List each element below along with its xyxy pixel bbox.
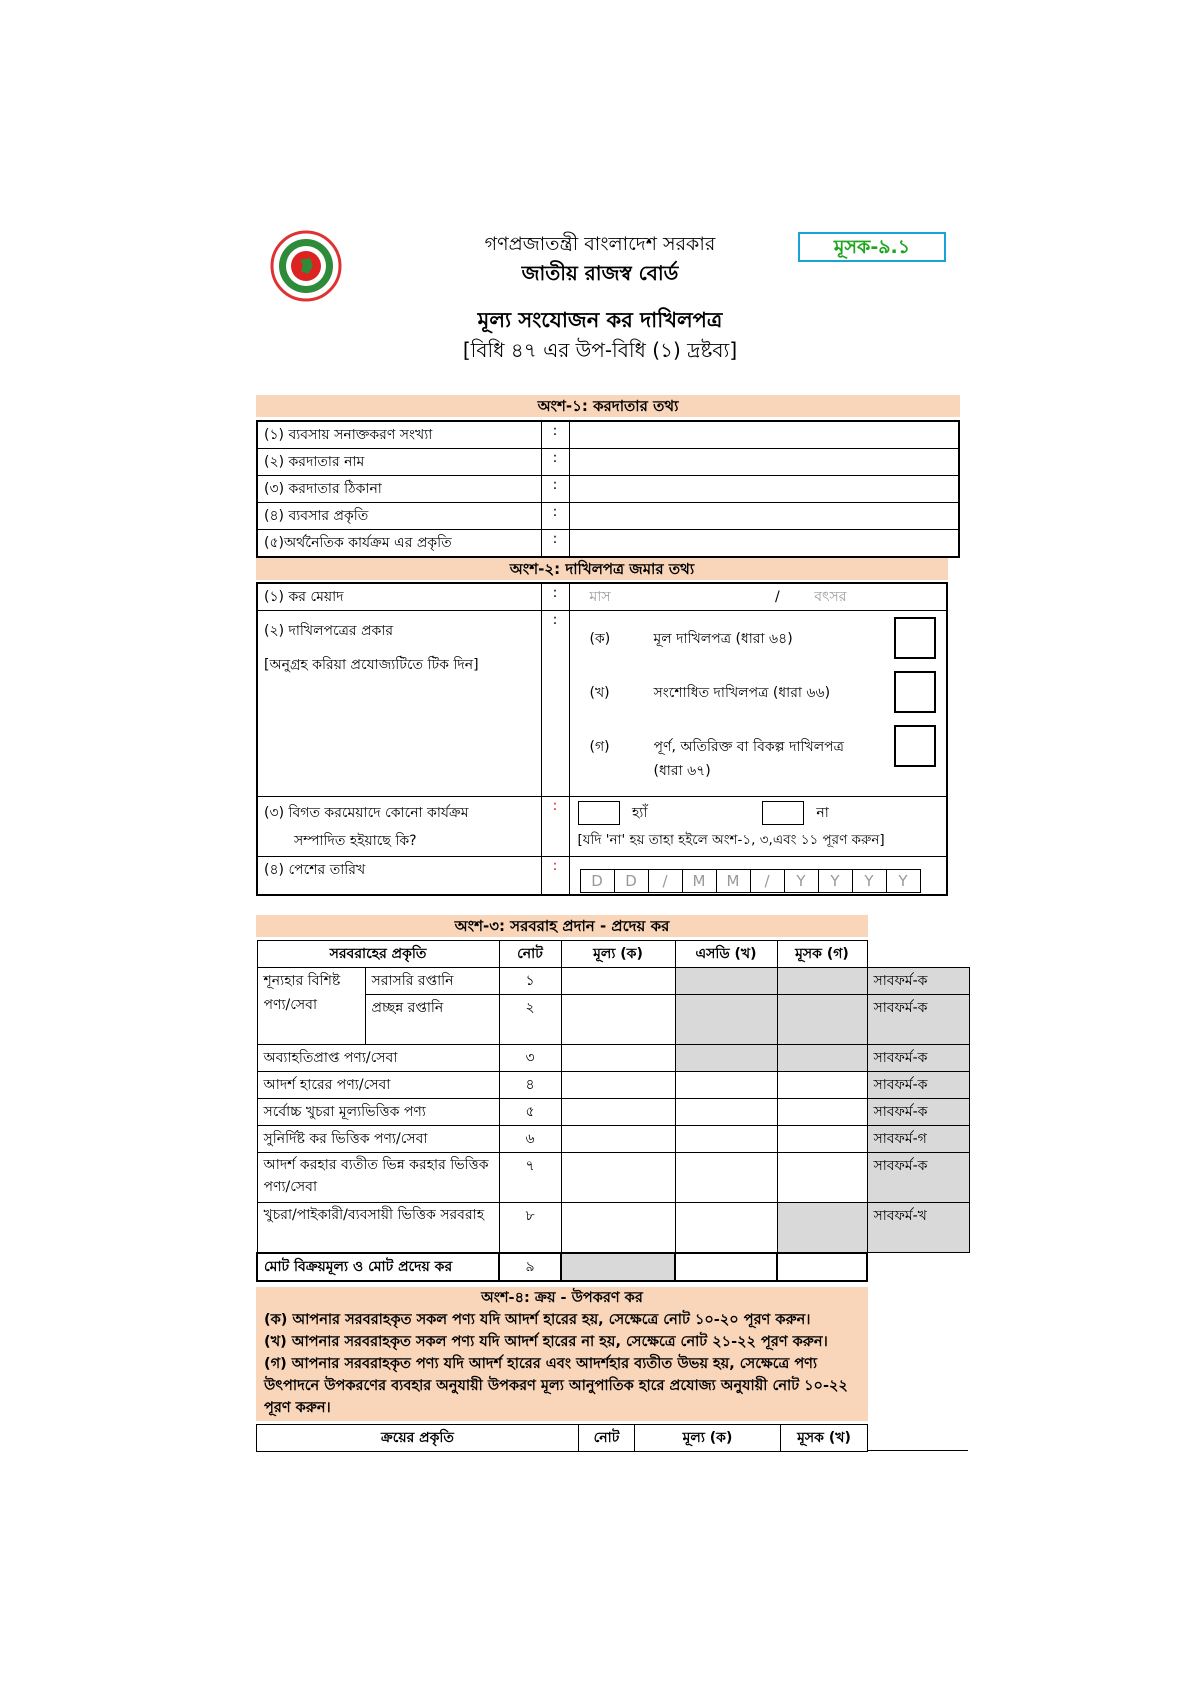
activity-question: (৩) বিগত করমেয়াদে কোনো কার্যক্রম <box>264 805 469 821</box>
part1-row: (৩) করদাতার ঠিকানা : <box>257 476 959 503</box>
table-row: খুচরা/পাইকারী/ব্যবসায়ী ভিত্তিক সরবরাহ ৮ সাবফর্ম-খ <box>257 1203 969 1253</box>
value-field[interactable] <box>561 1099 675 1126</box>
table-row: আদর্শ হারের পণ্য/সেবা ৪ সাবফর্ম-ক <box>257 1072 969 1099</box>
part1-label: (৩) করদাতার ঠিকানা <box>257 476 541 503</box>
vat-field[interactable] <box>777 1072 867 1099</box>
no-label: না <box>816 805 829 821</box>
value-field[interactable] <box>561 995 675 1045</box>
value-field[interactable] <box>561 1072 675 1099</box>
table-row: আদর্শ করহার ব্যতীত ভিন্ন করহার ভিত্তিক পণ্য/সেবা ৭ সাবফর্ম-ক <box>257 1153 969 1203</box>
tax-period-label: (১) কর মেয়াদ <box>257 583 541 611</box>
part1-value-field[interactable] <box>569 503 959 530</box>
subform-link[interactable]: সাবফর্ম-গ <box>867 1126 969 1153</box>
subform-link[interactable]: সাবফর্ম-ক <box>867 1045 969 1072</box>
sd-field[interactable] <box>675 1203 777 1253</box>
return-type-option: (গ) পূর্ণ, অতিরিক্ত বা বিকল্প দাখিলপত্র (ধারা ৬৭) <box>578 723 939 785</box>
part4-instruction: (খ) আপনার সরবরাহকৃত সকল পণ্য যদি আদর্শ হারের না হয়, সেক্ষেত্রে নোট ২১-২২ পূরণ করুন। <box>264 1334 828 1350</box>
subform-link[interactable]: সাবফর্ম-ক <box>867 1099 969 1126</box>
part1-row: (২) করদাতার নাম : <box>257 449 959 476</box>
return-type-hint: [অনুগ্রহ করিয়া প্রযোজ্যটিতে টিক দিন] <box>264 657 479 673</box>
col-vat: মূসক (খ) <box>781 1425 868 1452</box>
total-label: মোট বিক্রয়মূল্য ও মোট প্রদেয় কর <box>257 1253 499 1281</box>
table-row: সুনির্দিষ্ট কর ভিত্তিক পণ্য/সেবা ৬ সাবফর্ম-গ <box>257 1126 969 1153</box>
part4-table <box>256 1424 868 1452</box>
month-placeholder: মাস <box>589 589 611 605</box>
part1-heading: অংশ-১: করদাতার তথ্য <box>256 395 960 417</box>
part1-label: (১) ব্যবসায় সনাক্তকরণ সংখ্যা <box>257 421 541 449</box>
activity-note: [যদি 'না' হয় তাহা হইলে অংশ-১, ৩,এবং ১১ পূরণ করুন] <box>577 832 885 848</box>
full-additional-return-checkbox[interactable] <box>894 725 936 767</box>
col-note: নোট <box>579 1425 635 1452</box>
part4-heading: অংশ-৪: ক্রয় - উপকরণ কর <box>481 1290 643 1306</box>
part2-table: (১) কর মেয়াদ : মাস / বৎসর (২) দাখিলপত্রের প্রকার [অনুগ্রহ করিয়া প্রযোজ্যটিতে টিক দিন] : (ক) মূল দাখিলপত্র (ধারা ৬৪) (খ) সংশোধিত দাখিলপত্র (ধারা ৬৬) (গ) পূর্ণ, অতিরিক্ত বা বিকল্প দাখিলপত্র (ধারা ৬৭) (৩) বিগত করমেয়াদে কোনো কার্যক্রম সম্পাদিত হইয়াছে কি? : হ্যাঁ না [যদি 'না' হয় তাহা হইলে অংশ-১, ৩,এবং ১১ পূরণ করুন] (৪) পেশের তারিখ : D D / M M / Y Y Y Y <box>256 582 948 896</box>
part1-row: (১) ব্যবসায় সনাক্তকরণ সংখ্যা : <box>257 421 959 449</box>
sd-field[interactable] <box>675 1153 777 1203</box>
col-value: মূল্য (ক) <box>561 941 675 968</box>
table-row: প্রচ্ছন্ন রপ্তানি ২ সাবফর্ম-ক <box>257 995 969 1045</box>
divider <box>868 1450 968 1451</box>
submission-date-field[interactable]: D D / M M / Y Y Y Y <box>569 857 947 895</box>
col-value: মূল্য (ক) <box>635 1425 781 1452</box>
return-type-option: (ক) মূল দাখিলপত্র (ধারা ৬৪) <box>578 615 939 669</box>
government-name: গণপ্রজাতন্ত্রী বাংলাদেশ সরকার <box>484 233 716 255</box>
part2-heading: অংশ-২: দাখিলপত্র জমার তথ্য <box>256 558 948 580</box>
part1-row: (৪) ব্যবসার প্রকৃতি : <box>257 503 959 530</box>
subform-link[interactable]: সাবফর্ম-ক <box>867 995 969 1045</box>
vat-field[interactable] <box>777 1126 867 1153</box>
submission-date-label: (৪) পেশের তারিখ <box>257 857 541 895</box>
table-row: অব্যাহতিপ্রাপ্ত পণ্য/সেবা ৩ সাবফর্ম-ক <box>257 1045 969 1072</box>
vat-field[interactable] <box>777 1153 867 1203</box>
subform-link[interactable]: সাবফর্ম-ক <box>867 968 969 995</box>
part1-value-field[interactable] <box>569 476 959 503</box>
sd-field[interactable] <box>675 1126 777 1153</box>
part1-value-field[interactable] <box>569 421 959 449</box>
page-subtitle: [বিধি ৪৭ এর উপ-বিধি (১) দ্রষ্টব্য] <box>462 338 738 362</box>
page-title: মূল্য সংযোজন কর দাখিলপত্র <box>477 308 723 332</box>
table-row: শূন্যহার বিশিষ্ট পণ্য/সেবা সরাসরি রপ্তানি ১ সাবফর্ম-ক <box>257 968 969 995</box>
value-field[interactable] <box>561 1153 675 1203</box>
col-supply-nature: সরবরাহের প্রকৃতি <box>257 941 499 968</box>
col-note: নোট <box>499 941 561 968</box>
board-name: জাতীয় রাজস্ব বোর্ড <box>521 261 679 285</box>
activity-yes-checkbox[interactable] <box>578 801 620 825</box>
col-sd: এসডি (খ) <box>675 941 777 968</box>
subform-link[interactable]: সাবফর্ম-ক <box>867 1153 969 1203</box>
subform-link[interactable]: সাবফর্ম-খ <box>867 1203 969 1253</box>
part3-table <box>256 940 970 1282</box>
part1-label: (৫)অর্থনৈতিক কার্যক্রম এর প্রকৃতি <box>257 530 541 558</box>
part1-label: (২) করদাতার নাম <box>257 449 541 476</box>
activity-no-checkbox[interactable] <box>762 801 804 825</box>
col-vat: মূসক (গ) <box>777 941 867 968</box>
total-sd-field[interactable] <box>675 1253 777 1281</box>
part4-instruction: (গ) আপনার সরবরাহকৃত পণ্য যদি আদর্শ হারের এবং আদর্শহার ব্যতীত উভয় হয়, সেক্ষেত্রে পণ্য উৎপাদনে উপকরণের ব্যবহার অনুযায়ী উপকরণ মূল্য আনুপাতিক হারে প্রযোজ্য অনুযায়ী নোট ১০-২২ পূরণ করুন। <box>264 1356 848 1416</box>
part3-heading: অংশ-৩: সরবরাহ প্রদান - প্রদেয় কর <box>256 915 868 937</box>
sd-field[interactable] <box>675 1072 777 1099</box>
total-row: মোট বিক্রয়মূল্য ও মোট প্রদেয় কর ৯ <box>257 1253 969 1281</box>
part1-value-field[interactable] <box>569 530 959 558</box>
part1-table <box>256 420 960 558</box>
part4-box <box>256 1287 868 1421</box>
return-type-label: (২) দাখিলপত্রের প্রকার <box>264 623 394 639</box>
value-field[interactable] <box>561 968 675 995</box>
table-row: সর্বোচ্চ খুচরা মূল্যভিত্তিক পণ্য ৫ সাবফর্ম-ক <box>257 1099 969 1126</box>
amended-return-checkbox[interactable] <box>894 671 936 713</box>
value-field[interactable] <box>561 1203 675 1253</box>
return-type-option: (খ) সংশোধিত দাখিলপত্র (ধারা ৬৬) <box>578 669 939 723</box>
vat-field[interactable] <box>777 1099 867 1126</box>
part1-row: (৫)অর্থনৈতিক কার্যক্রম এর প্রকৃতি : <box>257 530 959 558</box>
col-purchase-nature: ক্রয়ের প্রকৃতি <box>257 1425 579 1452</box>
sd-field[interactable] <box>675 1099 777 1126</box>
total-vat-field[interactable] <box>777 1253 867 1281</box>
value-field[interactable] <box>561 1045 675 1072</box>
zero-rated-group: শূন্যহার বিশিষ্ট পণ্য/সেবা <box>257 968 365 1045</box>
tax-period-field[interactable]: মাস / বৎসর <box>569 583 947 611</box>
form-number-badge: মূসক-৯.১ <box>798 232 946 262</box>
value-field[interactable] <box>561 1126 675 1153</box>
part4-instruction: (ক) আপনার সরবরাহকৃত সকল পণ্য যদি আদর্শ হারের হয়, সেক্ষেত্রে নোট ১০-২০ পূরণ করুন। <box>264 1312 811 1328</box>
government-seal <box>270 230 342 302</box>
year-placeholder: বৎসর <box>814 589 847 605</box>
part1-value-field[interactable] <box>569 449 959 476</box>
part1-label: (৪) ব্যবসার প্রকৃতি <box>257 503 541 530</box>
yes-label: হ্যাঁ <box>631 805 648 821</box>
original-return-checkbox[interactable] <box>894 617 936 659</box>
subform-link[interactable]: সাবফর্ম-ক <box>867 1072 969 1099</box>
